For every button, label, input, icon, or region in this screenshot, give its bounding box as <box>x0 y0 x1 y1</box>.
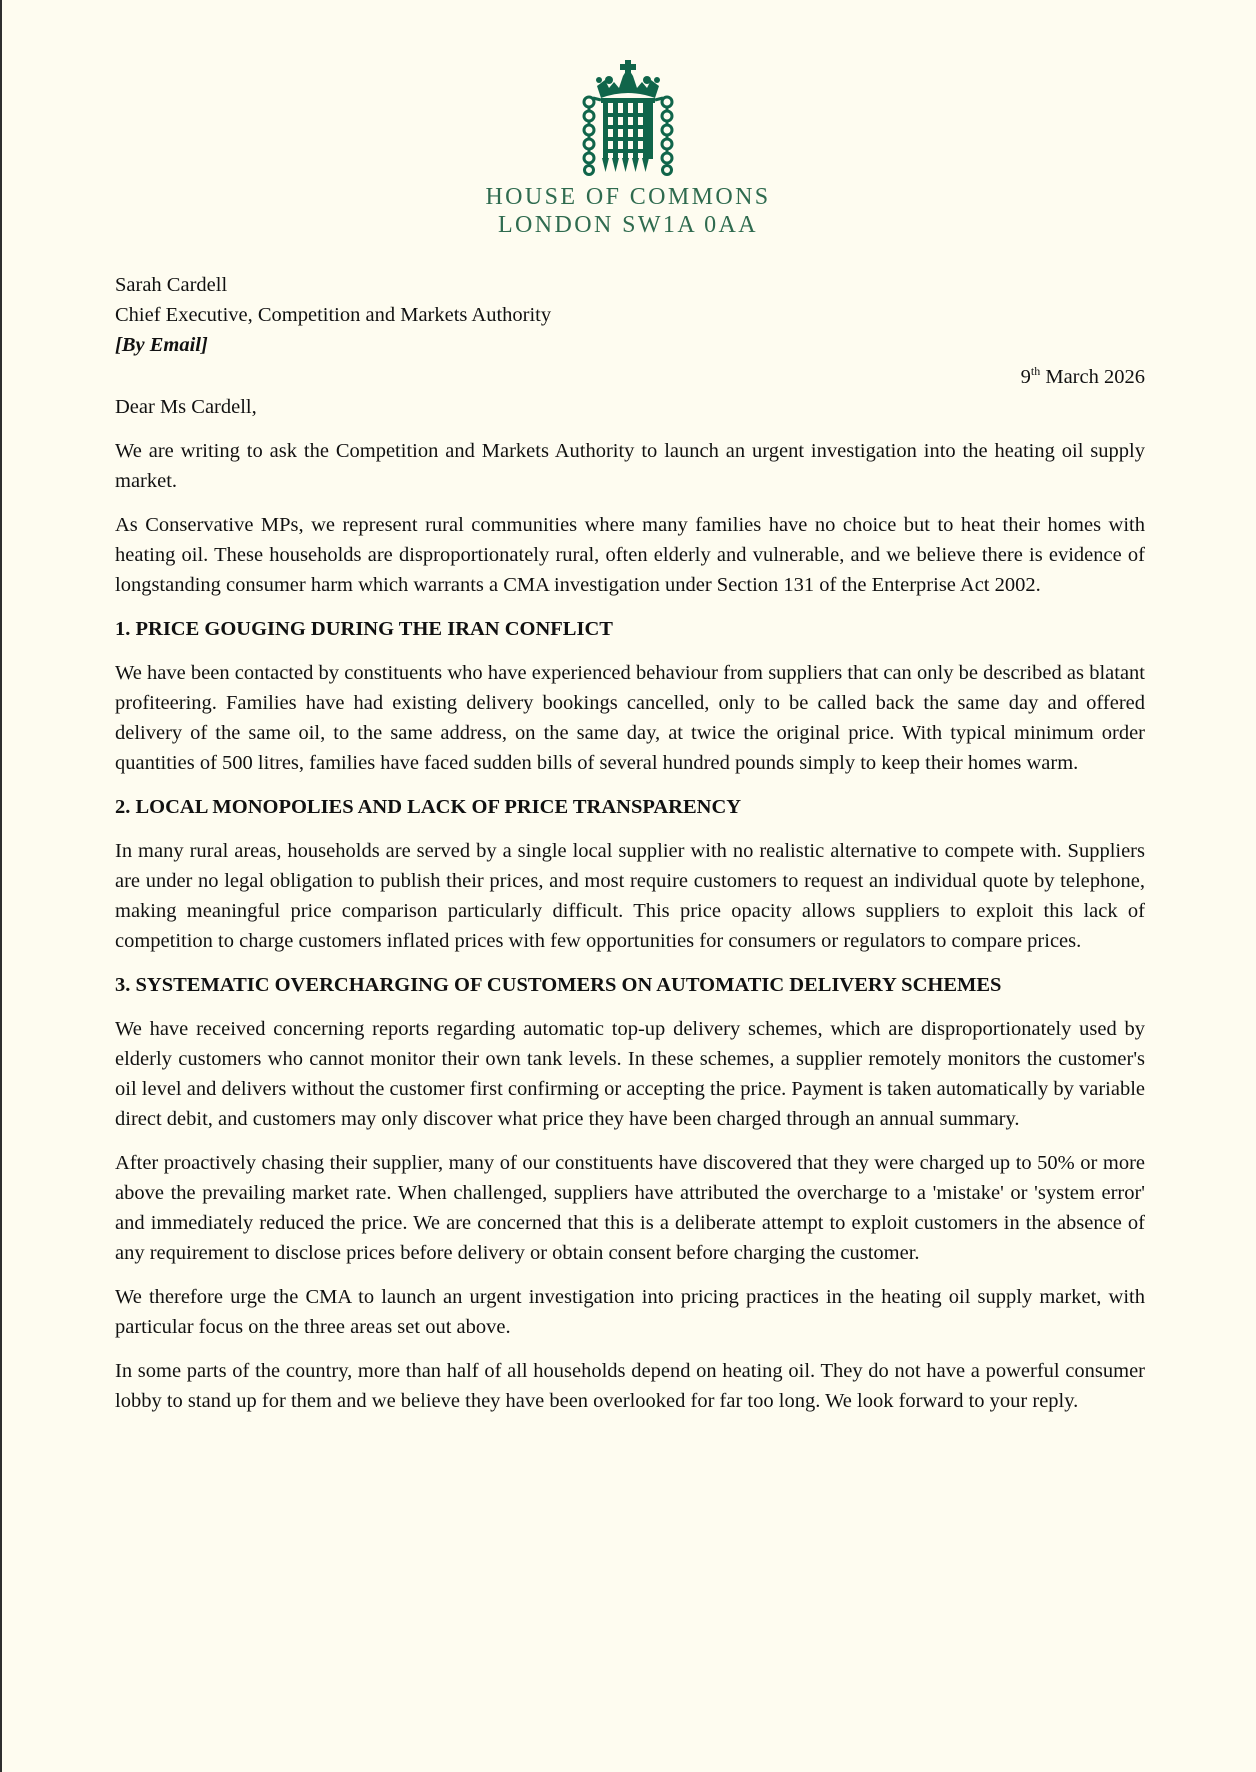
page-left-border <box>0 0 2 1772</box>
recipient-name: Sarah Cardell <box>115 274 228 296</box>
letterhead-institution: HOUSE OF COMMONS <box>485 184 771 210</box>
section-heading: 1. PRICE GOUGING DURING THE IRAN CONFLICT <box>115 618 613 640</box>
section-paragraph: After proactively chasing their supplier, many of our constituents have discovered that they were charged up to 50% or more above the prevailing market rate. When challenged, suppliers have attributed the overcharge to a 'mistake' or 'system error' and immediately reduced the price. We are concerned that this is a deliberate attempt to exploit customers in the absence of any requirement to disclose prices before delivery or obtain consent before charging the customer. <box>115 1152 1145 1264</box>
date-suffix: th <box>1030 364 1041 379</box>
letter-date <box>115 362 1145 392</box>
letterhead-address: LONDON SW1A 0AA <box>498 212 758 238</box>
recipient-block <box>115 270 1145 360</box>
section-heading: 2. LOCAL MONOPOLIES AND LACK OF PRICE TRANSPARENCY <box>115 796 742 818</box>
intro-paragraph: We are writing to ask the Competition and Markets Authority to launch an urgent investigation into the heating oil supply market. <box>115 440 1145 492</box>
portcullis-crest-icon <box>579 58 677 176</box>
closing-paragraph: We therefore urge the CMA to launch an urgent investigation into pricing practices in the heating oil supply market, with particular focus on the three areas set out above. <box>115 1286 1145 1338</box>
delivery-method: [By Email] <box>115 334 208 356</box>
letterhead <box>0 58 1256 239</box>
recipient-title: Chief Executive, Competition and Markets Authority <box>115 304 552 326</box>
salutation: Dear Ms Cardell, <box>115 396 257 418</box>
section-paragraph: In many rural areas, households are served by a single local supplier with no realistic alternative to compete with. Suppliers are under no legal obligation to publish their prices, and most require customers to request an individual quote by telephone, making meaningful price comparison particularly difficult. This price opacity allows suppliers to exploit this lack of competition to charge customers inflated prices with few opportunities for consumers or regulators to compare prices. <box>115 840 1145 952</box>
letter-body <box>115 270 1145 1430</box>
section-heading: 3. SYSTEMATIC OVERCHARGING OF CUSTOMERS ON AUTOMATIC DELIVERY SCHEMES <box>115 974 1002 996</box>
date-day: 9 <box>1020 366 1031 388</box>
section-paragraph: We have been contacted by constituents who have experienced behaviour from suppliers that can only be described as blatant profiteering. Families have had existing delivery bookings cancelled, only to be called back the same day and offered delivery of the same oil, to the same address, on the same day, at twice the original price. With typical minimum order quantities of 500 litres, families have faced sudden bills of several hundred pounds simply to keep their homes warm. <box>115 662 1145 774</box>
date-rest: March 2026 <box>1040 366 1145 388</box>
context-paragraph: As Conservative MPs, we represent rural communities where many families have no choice but to heat their homes with heating oil. These households are disproportionately rural, often elderly and vulnerable, and we believe there is evidence of longstanding consumer harm which warrants a CMA investigation under Section 131 of the Enterprise Act 2002. <box>115 514 1145 596</box>
section-paragraph: We have received concerning reports regarding automatic top-up delivery schemes, which are disproportionately used by elderly customers who cannot monitor their own tank levels. In these schemes, a supplier remotely monitors the customer's oil level and delivers without the customer first confirming or accepting the price. Payment is taken automatically by variable direct debit, and customers may only discover what price they have been charged through an annual summary. <box>115 1018 1145 1130</box>
closing-paragraph: In some parts of the country, more than half of all households depend on heating oil. They do not have a powerful consumer lobby to stand up for them and we believe they have been overlooked for far too long. We look forward to your reply. <box>115 1360 1145 1412</box>
